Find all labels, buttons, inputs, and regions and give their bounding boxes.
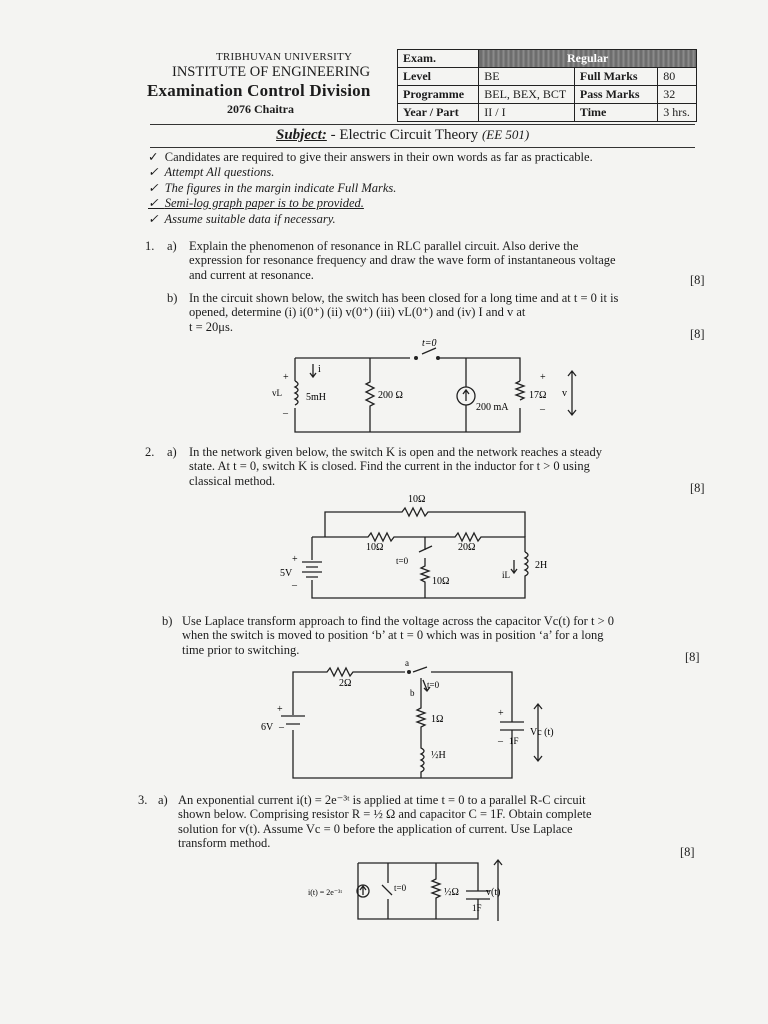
- full-marks-label: Full Marks: [574, 68, 657, 86]
- q2b-tag: b): [162, 614, 173, 628]
- q1-vl-plus: +: [283, 372, 289, 383]
- q1-vl-label: vL: [272, 388, 282, 398]
- level-label: Level: [398, 68, 479, 86]
- q1b-tag: b): [167, 291, 178, 305]
- q2b-r2-label: 1Ω: [431, 714, 444, 725]
- q2a-r-left-label: 10Ω: [366, 542, 384, 553]
- exam-session: 2076 Chaitra: [227, 102, 294, 116]
- q2b-c-label: 1F: [509, 736, 519, 746]
- q3-number: 3.: [138, 793, 148, 807]
- q2a-text: In the network given below, the switch K is open and the network reaches a steady state. At t = 0, switch K is closed. Find the current in the inductor for t > 0 using classical method.: [189, 445, 602, 488]
- year-part-value: II / I: [479, 104, 575, 122]
- q1-vl-minus: –: [283, 408, 288, 419]
- programme-value: BEL, BEX, BCT: [479, 86, 575, 104]
- q2a-tag: a): [167, 445, 177, 459]
- exam-label: Exam.: [398, 50, 479, 68]
- q2b-r-label: 2Ω: [339, 678, 352, 689]
- check-icon: ✓: [148, 165, 159, 180]
- check-icon: ✓: [148, 150, 159, 164]
- q2b-src-minus: –: [279, 722, 284, 733]
- check-icon: ✓: [148, 196, 159, 211]
- instruction-2: ✓ Attempt All questions.: [148, 165, 275, 180]
- q1-switch-label: t=0: [422, 338, 437, 349]
- check-icon: ✓: [148, 211, 159, 226]
- q2b-text: Use Laplace transform approach to find the voltage across the capacitor Vc(t) for t > 0 when the switch is moved to position ‘b’ at t = 0 which was in position ‘a’ for a long time prior to switching.: [182, 614, 614, 657]
- instruction-4: ✓ Semi-log graph paper is to be provided.: [148, 196, 364, 211]
- instruction-5: ✓ Assume suitable data if necessary.: [148, 211, 336, 226]
- instructions: [148, 150, 593, 227]
- q1-source-label: 200 mA: [476, 402, 509, 413]
- exam-info-table: [397, 49, 697, 122]
- time-label: Time: [574, 104, 657, 122]
- q1-circuit-diagram: [250, 336, 600, 438]
- q1b-text: In the circuit shown below, the switch has been closed for a long time and at t = 0 it is opened, determine (i) i(0⁺) (ii) v(0⁺) (iii) vL(0⁺) and (iv) I and v at t = 20μs.: [189, 291, 619, 334]
- header-rule: [150, 124, 695, 125]
- university-name: TRIBHUVAN UNIVERSITY: [216, 51, 353, 63]
- exam-type: Regular: [479, 50, 697, 68]
- q2b-l-label: ½H: [431, 750, 446, 761]
- q2a-circuit-diagram: [280, 490, 570, 612]
- q1-resistor2-label: 17Ω: [529, 390, 547, 401]
- q2b-cap-minus: –: [498, 736, 503, 747]
- q2a-r-top-label: 10Ω: [408, 494, 426, 505]
- institute-name: INSTITUTE OF ENGINEERING: [172, 64, 371, 80]
- q2a-l-label: 2H: [535, 560, 548, 571]
- q1a-marks: [8]: [690, 273, 705, 287]
- instruction-3: ✓ The figures in the margin indicate Full Marks.: [148, 180, 397, 195]
- q1-v-plus: +: [540, 372, 546, 383]
- subject-code: (EE 501): [481, 127, 530, 142]
- q2a-switch-label: t=0: [396, 556, 409, 566]
- q1b-marks: [8]: [690, 327, 705, 341]
- q1a-text: Explain the phenomenon of resonance in RLC parallel circuit. Also derive the expression for resonance frequency and draw the wave form of instantaneous voltage and current at resonance.: [189, 239, 616, 282]
- subject-name: Electric Circuit Theory: [339, 127, 479, 143]
- q3-source-label: i(t) = 2e⁻³ᵗ: [308, 888, 342, 897]
- q2a-r-mid-label: 10Ω: [432, 576, 450, 587]
- q1-resistor1-label: 200 Ω: [378, 390, 403, 401]
- q2b-cap-plus: +: [498, 708, 504, 719]
- q2a-src-label: 5V: [280, 568, 293, 579]
- time-value: 3 hrs.: [658, 104, 697, 122]
- level-value: BE: [479, 68, 575, 86]
- check-icon: ✓: [148, 180, 159, 195]
- q2a-marks: [8]: [690, 481, 705, 495]
- q2a-src-minus: –: [292, 580, 297, 591]
- subject-rule: [150, 147, 695, 148]
- subject-label: Subject:: [276, 127, 327, 143]
- subject-line: [276, 127, 529, 144]
- q3-c-label: 1F: [472, 903, 482, 913]
- q2b-switch-label: t=0: [427, 680, 440, 690]
- year-part-label: Year / Part: [398, 104, 479, 122]
- q3-v-label: v(t): [486, 887, 501, 898]
- q2b-src-label: 6V: [261, 722, 274, 733]
- q1a-tag: a): [167, 239, 177, 253]
- q2b-vc-label: Vc (t): [530, 727, 554, 738]
- q3-circuit-diagram: [308, 855, 528, 930]
- q2b-a-label: a: [405, 660, 409, 668]
- programme-label: Programme: [398, 86, 479, 104]
- q1-v-minus: –: [540, 404, 545, 415]
- q2a-il-label: iL: [502, 570, 510, 580]
- q2a-r-right-label: 20Ω: [458, 542, 476, 553]
- q2b-src-plus: +: [277, 704, 283, 715]
- q3a-tag: a): [158, 793, 168, 807]
- q1-inductor-label: 5mH: [306, 392, 326, 403]
- q1-number: 1.: [145, 239, 155, 253]
- q3a-text: An exponential current i(t) = 2e⁻³ᵗ is applied at time t = 0 to a parallel R-C circuit shown below. Comprising resistor R = ½ Ω and capacitor C = 1F. Obtain complete solution for v(t). Assume Vc = 0 before the application of current. Use Laplace transform method.: [178, 793, 592, 851]
- q2b-marks: [8]: [685, 650, 700, 664]
- pass-marks-label: Pass Marks: [574, 86, 657, 104]
- q2a-src-plus: +: [292, 554, 298, 565]
- q2-number: 2.: [145, 445, 155, 459]
- q2b-b-label: b: [410, 688, 415, 698]
- q1-current-label: i: [318, 364, 321, 375]
- q3-switch-label: t=0: [394, 883, 407, 893]
- q3a-marks: [8]: [680, 845, 695, 859]
- q3-r-label: ½Ω: [444, 887, 459, 898]
- subject-dash: -: [326, 127, 340, 143]
- pass-marks-value: 32: [658, 86, 697, 104]
- instruction-1: ✓ Candidates are required to give their answers in their own words as far as practicable.: [148, 150, 593, 164]
- division-name: Examination Control Division: [147, 81, 371, 100]
- q1-v-label: v: [562, 388, 567, 399]
- q2b-circuit-diagram: [255, 660, 555, 785]
- full-marks-value: 80: [658, 68, 697, 86]
